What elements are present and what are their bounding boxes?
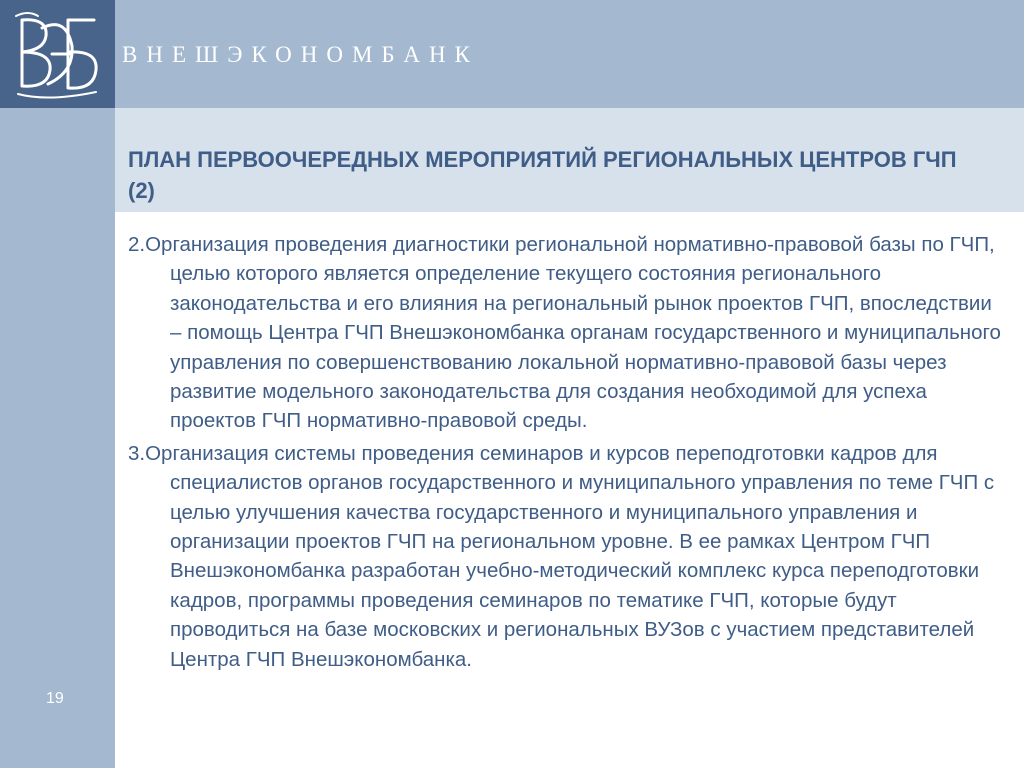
list-item: 3.Организация системы проведения семинаров и курсов переподготовки кадров для специалистов органов государственного и муниципального управления по теме ГЧП с целью улучшения качества государственного и муниципального управления и организации проектов ГЧП на региональном уровне. В ее рамках Центром ГЧП Внешэкономбанка разработан учебно-методический комплекс курса переподготовки кадров, программы проведения семинаров по тематике ГЧП, которые будут проводиться на базе московских и региональных ВУЗов с участием представителей Центра ГЧП Внешэкономбанка. <box>128 441 995 671</box>
bank-logo <box>0 0 115 108</box>
bank-name: ВНЕШЭКОНОМБАНК <box>122 42 479 67</box>
slide-number: 19 <box>46 690 64 707</box>
list-item: 2.Организация проведения диагностики региональной нормативно-правовой базы по ГЧП, целью которого является определение текущего состояния регионального законодательства и его влияния на региональный рынок проектов ГЧП, впоследствии – помощь Центра ГЧП Внешэкономбанка органам государственного и муниципального управления по совершенствованию локальной нормативно-правовой базы через развитие модельного законодательства для создания необходимой для успеха проектов ГЧП нормативно-правовой среды. <box>128 233 1001 433</box>
veb-monogram-icon <box>8 6 104 102</box>
header-bar <box>0 0 1024 108</box>
left-sidebar <box>0 108 115 768</box>
slide-body <box>128 230 1008 677</box>
slide-title: ПЛАН ПЕРВООЧЕРЕДНЫХ МЕРОПРИЯТИЙ РЕГИОНАЛЬНЫХ ЦЕНТРОВ ГЧП (2) <box>128 147 957 203</box>
